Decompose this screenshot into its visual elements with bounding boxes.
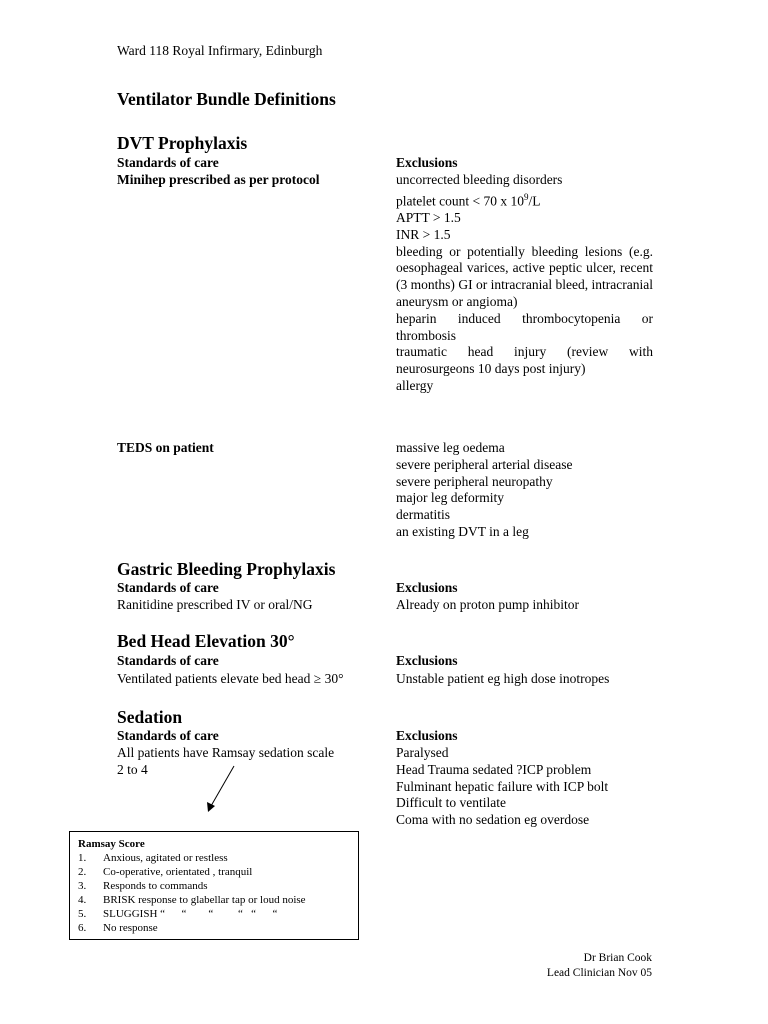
ramsay-item: 3. Responds to commands — [78, 880, 208, 892]
dvt-exclusions-label: Exclusions — [396, 155, 458, 170]
arrow-down-left-icon — [200, 762, 240, 814]
dvt-exclusions-list-2 — [396, 440, 653, 541]
ramsay-item: 5. SLUGGISH “ “ “ “ “ “ — [78, 908, 278, 920]
gastric-exclusion: Already on proton pump inhibitor — [396, 597, 579, 612]
sedation-exclusions-label: Exclusions — [396, 728, 458, 743]
dvt-standard-minihep: Minihep prescribed as per protocol — [117, 172, 320, 187]
exclusion-item: Paralysed — [396, 745, 449, 760]
gastric-heading: Gastric Bleeding Prophylaxis — [117, 559, 336, 579]
exclusion-item: major leg deformity — [396, 490, 504, 506]
footer-author-name: Dr Brian Cook — [583, 952, 652, 964]
footer-author-role: Lead Clinician Nov 05 — [546, 967, 652, 979]
ramsay-item: 1. Anxious, agitated or restless — [78, 852, 228, 864]
ramsay-item: 4. BRISK response to glabellar tap or loud noise — [78, 894, 306, 906]
bedhead-exclusions-label: Exclusions — [396, 653, 458, 668]
ramsay-item: 6. No response — [78, 922, 158, 934]
exclusion-item-platelet: platelet count < 70 x $10^9/L$ — [396, 191, 541, 209]
sedation-heading: Sedation — [117, 707, 183, 727]
dvt-standards-label: Standards of care — [117, 155, 219, 170]
exclusion-item: traumatic head injury (review with neurosurgeons 10 days post injury) — [396, 344, 653, 377]
exclusion-item: heparin induced thrombocytopenia or thrombosis — [396, 310, 653, 343]
exclusion-item: INR > 1.5 — [396, 226, 451, 242]
sedation-standards-label: Standards of care — [117, 728, 219, 743]
exclusion-item: Difficult to ventilate — [396, 795, 506, 811]
gastric-standards-label: Standards of care — [117, 580, 219, 595]
exclusion-item: severe peripheral neuropathy — [396, 473, 553, 489]
exclusion-item: allergy — [396, 378, 434, 394]
dvt-standard-teds: TEDS on patient — [117, 440, 214, 455]
bedhead-standards-label: Standards of care — [117, 653, 219, 668]
ramsay-title: Ramsay Score — [78, 838, 145, 850]
exclusion-item: dermatitis — [396, 507, 450, 523]
gastric-exclusions-label: Exclusions — [396, 580, 458, 595]
exclusion-item: Fulminant hepatic failure with ICP bolt — [396, 778, 609, 794]
bedhead-heading: Bed Head Elevation 30° — [117, 631, 295, 651]
dvt-heading: DVT Prophylaxis — [117, 133, 248, 153]
exclusion-item: massive leg oedema — [396, 440, 505, 455]
sedation-standard-line2: 2 to 4 — [117, 762, 148, 777]
ward-location: Ward 118 Royal Infirmary, Edinburgh — [117, 43, 323, 58]
sedation-exclusions-list — [396, 745, 653, 829]
document-title: Ventilator Bundle Definitions — [117, 89, 336, 109]
sedation-standard-line1: All patients have Ramsay sedation scale — [117, 745, 335, 760]
gastric-standard: Ranitidine prescribed IV or oral/NG — [117, 597, 313, 612]
ramsay-item: 2. Co-operative, orientated , tranquil — [78, 866, 253, 878]
exclusion-item: bleeding or potentially bleeding lesions (e.g. oesophageal varices, active peptic ulcer, recent (3 months) GI or intracranial bleed, intracranial aneurysm or angioma) — [396, 243, 653, 310]
exclusion-item: Head Trauma sedated ?ICP problem — [396, 761, 592, 777]
bedhead-exclusion: Unstable patient eg high dose inotropes — [396, 671, 610, 686]
ramsay-score-box — [69, 831, 359, 940]
exclusion-item: an existing DVT in a leg — [396, 523, 529, 539]
exclusion-item: uncorrected bleeding disorders — [396, 172, 563, 187]
exclusion-item: Coma with no sedation eg overdose — [396, 812, 590, 828]
exclusion-item: severe peripheral arterial disease — [396, 456, 573, 472]
bedhead-standard: Ventilated patients elevate bed head ≥ 30° — [117, 671, 344, 686]
exclusion-item: APTT > 1.5 — [396, 210, 461, 226]
dvt-exclusions-list-1 — [396, 172, 653, 395]
